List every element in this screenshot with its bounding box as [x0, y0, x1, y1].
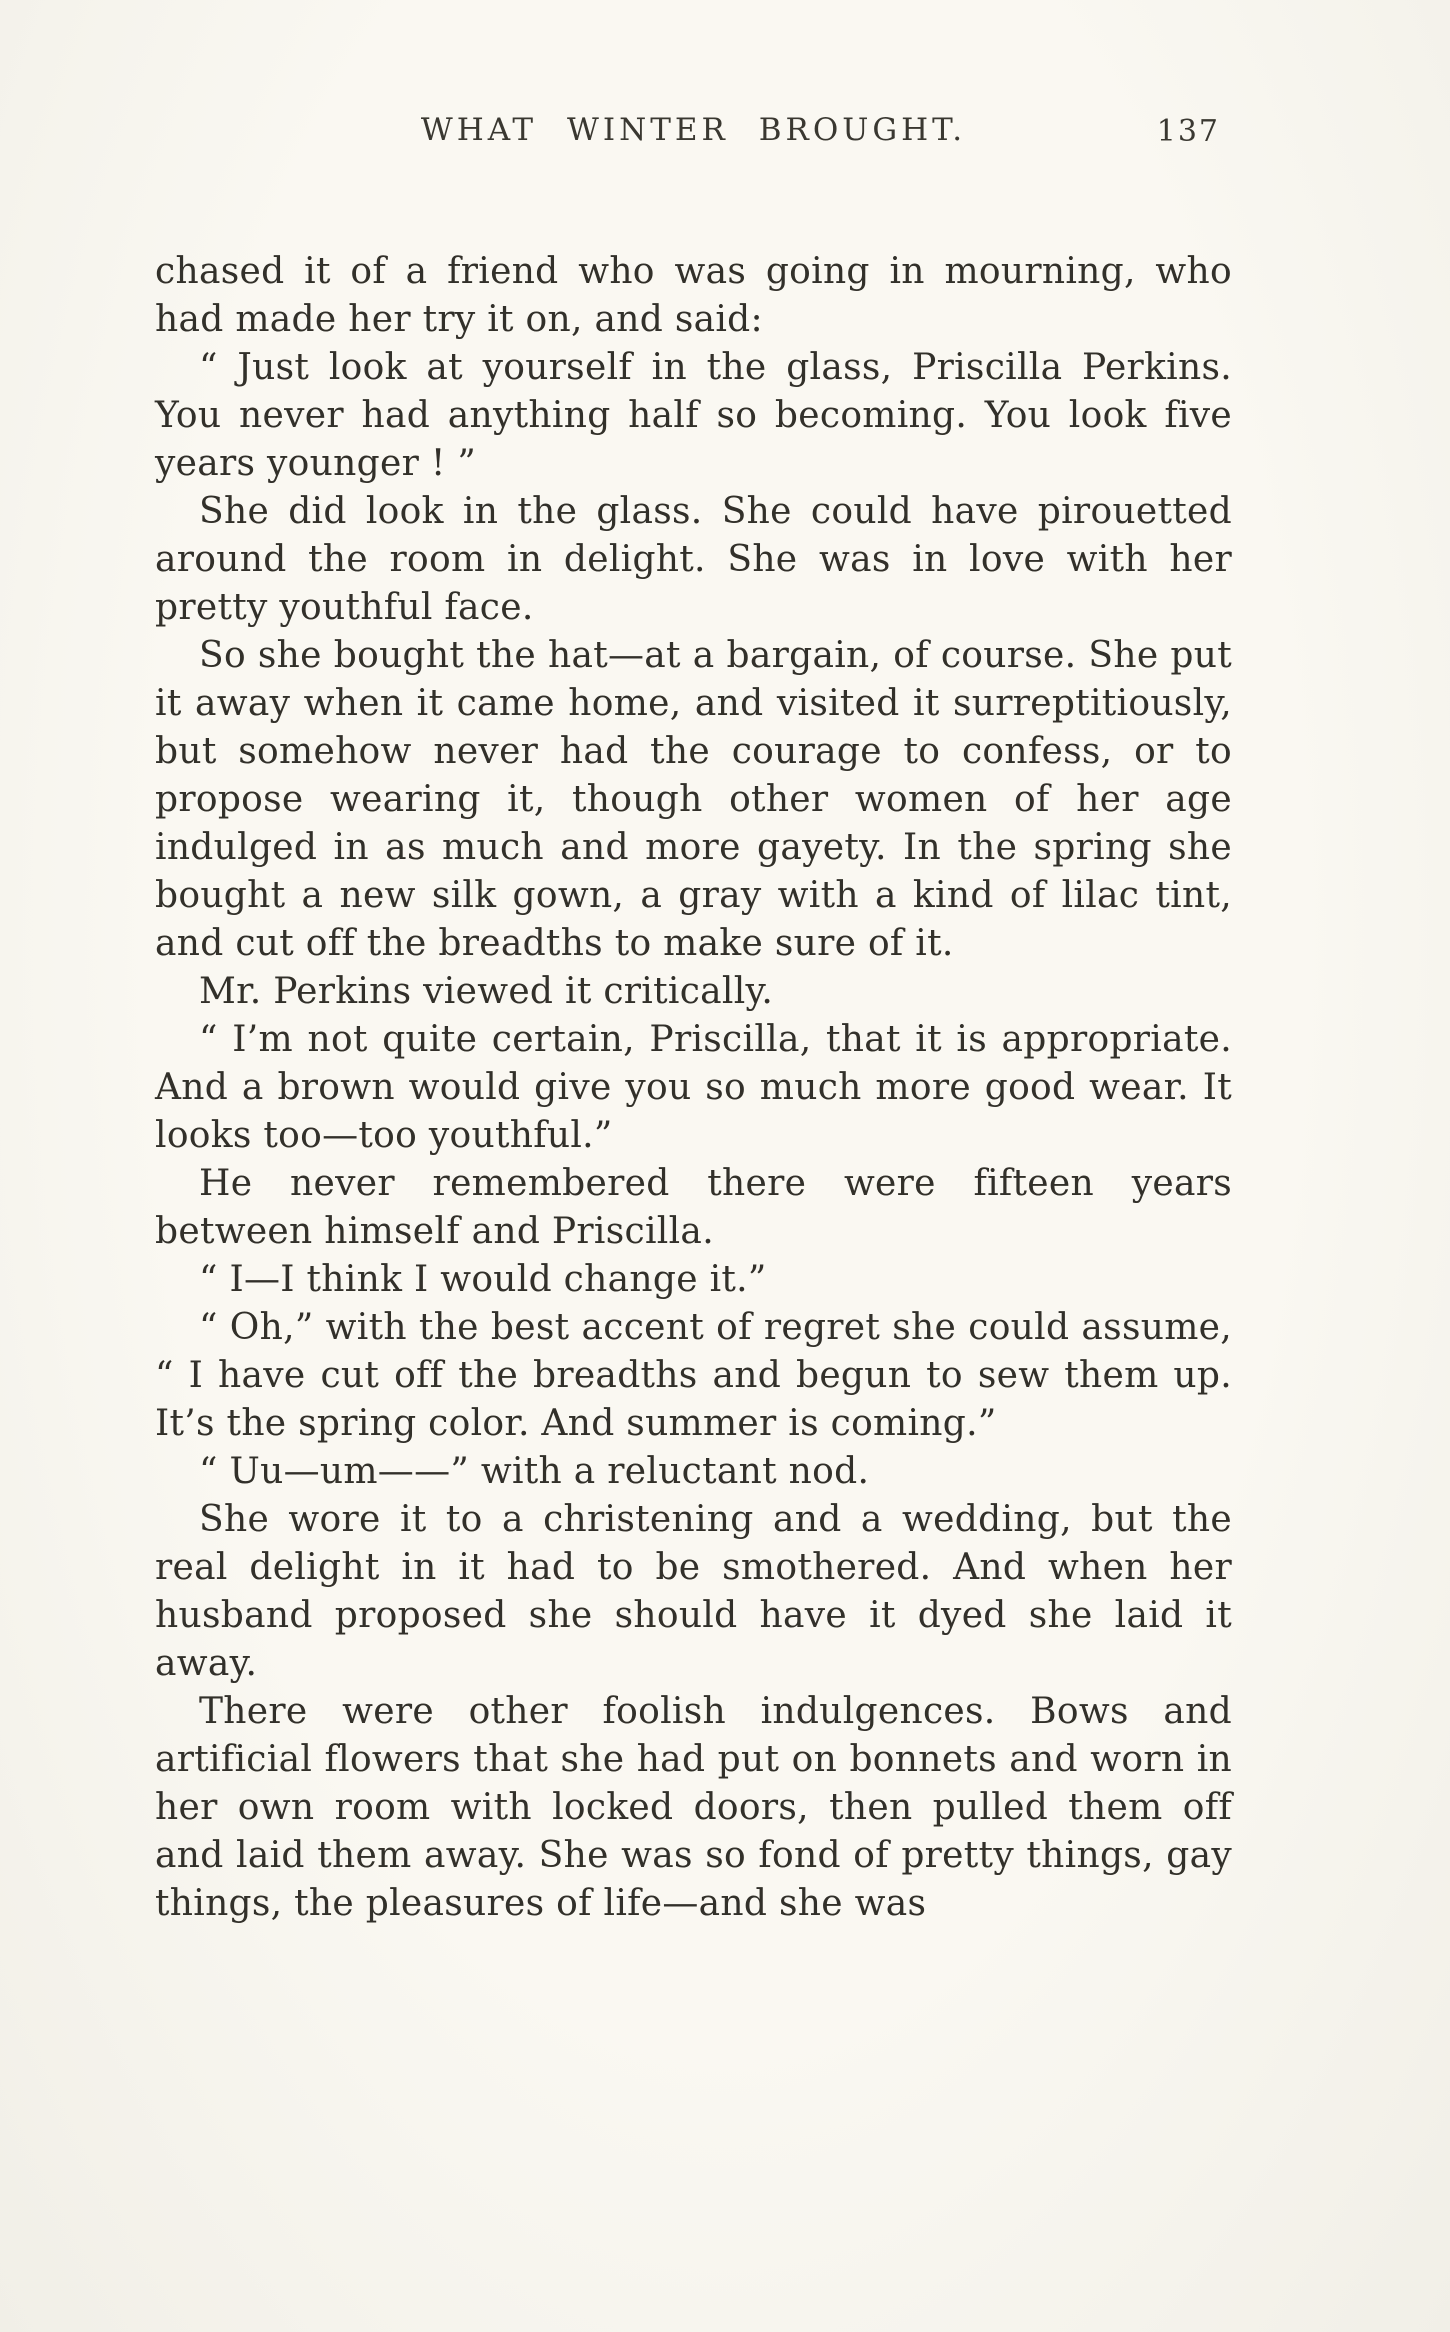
body-paragraph: There were other foolish indulgences. Bows and artificial flowers that she had put on bonnets and worn in her own room with locked doors, then pulled them off and laid them away. She was so fond of pretty things, gay things, the pleasures of life—and she was: [155, 1691, 1232, 1924]
page-text: [155, 248, 1232, 1928]
page-number: 137: [1156, 114, 1220, 149]
body-paragraph: “ Just look at yourself in the glass, Priscilla Perkins. You never had anything half so becoming. You look five years younger ! ”: [155, 347, 1232, 484]
body-paragraph: He never remembered there were fifteen years between himself and Priscilla.: [155, 1163, 1232, 1252]
body-paragraph: “ I’m not quite certain, Priscilla, that it is appropriate. And a brown would give you so much more good wear. It looks too—too youthful.”: [155, 1019, 1232, 1156]
body-paragraph: “ Oh,” with the best accent of regret she could assume, “ I have cut off the breadths and begun to sew them up. It’s the spring color. And summer is coming.”: [155, 1307, 1232, 1444]
running-title: WHAT WINTER BROUGHT.: [420, 112, 967, 148]
body-paragraph: chased it of a friend who was going in mourning, who had made her try it on, and said:: [155, 251, 1232, 340]
body-paragraph: Mr. Perkins viewed it critically.: [199, 971, 774, 1012]
page-header: [155, 112, 1232, 158]
body-paragraph: She wore it to a christening and a wedding, but the real delight in it had to be smothered. And when her husband proposed she should have it dyed she laid it away.: [155, 1499, 1232, 1684]
body-paragraph: “ Uu—um——” with a reluctant nod.: [199, 1451, 870, 1492]
body-paragraph: “ I—I think I would change it.”: [199, 1259, 767, 1300]
body-paragraph: She did look in the glass. She could have pirouetted around the room in delight. She was in love with her pretty youthful face.: [155, 491, 1232, 628]
body-paragraph: So she bought the hat—at a bargain, of course. She put it away when it came home, and visited it surreptitiously, but somehow never had the courage to confess, or to propose wearing it, though other women of her age indulged in as much and more gayety. In the spring she bought a new silk gown, a gray with a kind of lilac tint, and cut off the breadths to make sure of it.: [155, 635, 1232, 964]
